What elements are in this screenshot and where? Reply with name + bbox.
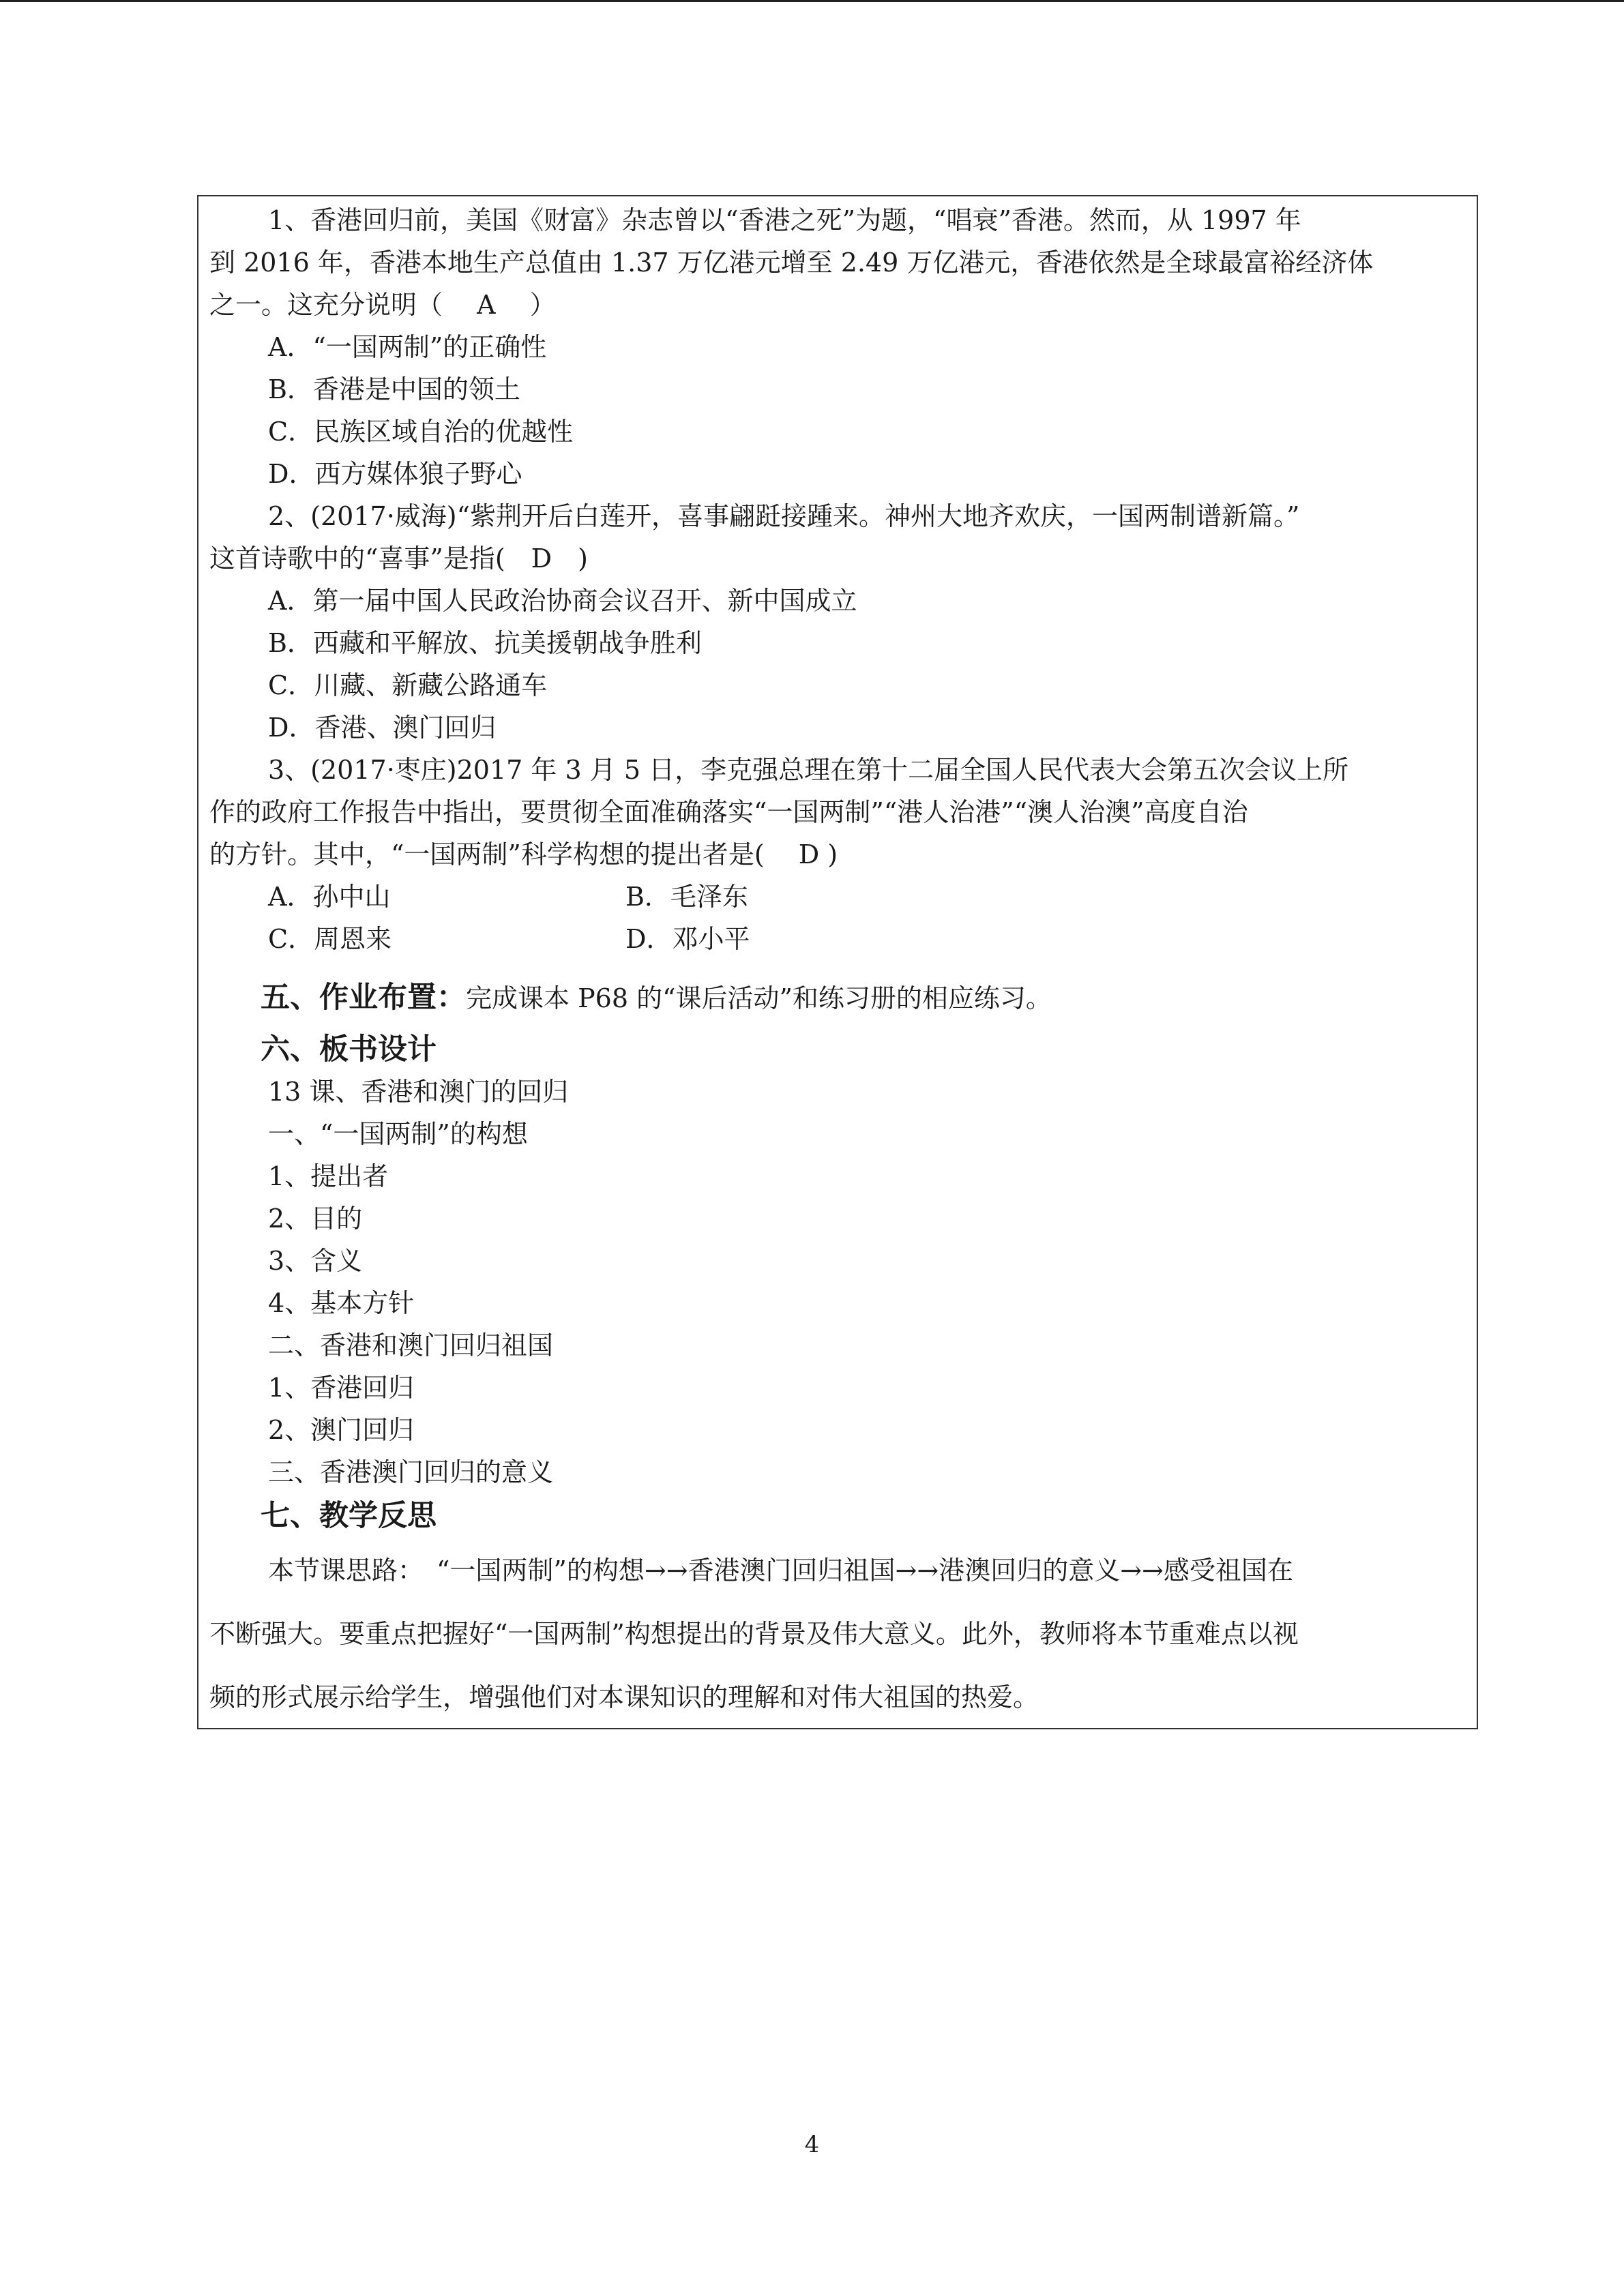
board-line: 三、香港澳门回归的意义 (268, 1457, 554, 1487)
board-line: 2、澳门回归 (268, 1415, 415, 1445)
board-heading: 六、板书设计 (261, 1032, 437, 1067)
board-line: 3、含义 (268, 1246, 363, 1276)
homework-heading: 五、作业布置： (261, 981, 466, 1015)
q3-line-3: 的方针。其中，“一国两制”科学构想的提出者是( D ) (209, 839, 838, 869)
board-line: 二、香港和澳门回归祖国 (268, 1330, 554, 1360)
q1-option-a: A．“一国两制”的正确性 (268, 332, 547, 362)
board-line: 1、提出者 (268, 1161, 389, 1191)
board-line: 1、香港回归 (268, 1373, 415, 1403)
q1-line-2: 到 2016 年，香港本地生产总值由 1.37 万亿港元增至 2.49 万亿港元，香港依然是全球最富裕经济体 (209, 248, 1374, 278)
top-border-line (0, 0, 1624, 2)
homework-line (261, 976, 1052, 1019)
page-number: 4 (804, 2131, 820, 2158)
board-line: 4、基本方针 (268, 1288, 415, 1318)
q3-option-d: D．邓小平 (625, 924, 750, 954)
q1-line-1: 1、香港回归前，美国《财富》杂志曾以“香港之死”为题，“唱衰”香港。然而，从 1997 年 (268, 205, 1301, 235)
q3-line-1: 3、(2017·枣庄)2017 年 3 月 5 日，李克强总理在第十二届全国人民代表大会第五次会议上所 (268, 755, 1349, 785)
reflection-line-1: 本节课思路： “一国两制”的构想→→香港澳门回归祖国→→港澳回归的意义→→感受祖国在 (268, 1555, 1293, 1585)
q3-line-2: 作的政府工作报告中指出，要贯彻全面准确落实“一国两制”“港人治港”“澳人治澳”高度自治 (209, 797, 1248, 827)
board-line: 2、目的 (268, 1204, 363, 1234)
homework-text: 完成课本 P68 的“课后活动”和练习册的相应练习。 (466, 983, 1052, 1013)
q1-line-3: 之一。这充分说明（ A ） (209, 290, 556, 320)
q2-line-1: 2、(2017·威海)“紫荆开后白莲开，喜事翩跹接踵来。神州大地齐欢庆，一国两制谱新篇。” (268, 501, 1300, 531)
q3-option-c: C．周恩来 (268, 924, 392, 954)
q2-option-b: B．西藏和平解放、抗美援朝战争胜利 (268, 628, 702, 658)
board-line: 13 课、香港和澳门的回归 (268, 1077, 569, 1107)
q1-option-d: D．西方媒体狼子野心 (268, 459, 522, 489)
q2-option-a: A．第一届中国人民政治协商会议召开、新中国成立 (268, 586, 857, 616)
board-line: 一、“一国两制”的构想 (268, 1119, 528, 1149)
q1-option-b: B．香港是中国的领土 (268, 374, 520, 404)
q3-option-b: B．毛泽东 (625, 882, 748, 912)
reflection-line-2: 不断强大。要重点把握好“一国两制”构想提出的背景及伟大意义。此外，教师将本节重难点以视 (209, 1619, 1299, 1649)
reflection-heading: 七、教学反思 (261, 1499, 437, 1533)
reflection-line-3: 频的形式展示给学生，增强他们对本课知识的理解和对伟大祖国的热爱。 (209, 1682, 1039, 1712)
q2-option-c: C．川藏、新藏公路通车 (268, 670, 548, 700)
q2-option-d: D．香港、澳门回归 (268, 713, 497, 743)
q3-option-a: A．孙中山 (268, 882, 391, 912)
q2-line-2: 这首诗歌中的“喜事”是指( D ) (209, 543, 588, 573)
q1-option-c: C．民族区域自治的优越性 (268, 417, 574, 447)
